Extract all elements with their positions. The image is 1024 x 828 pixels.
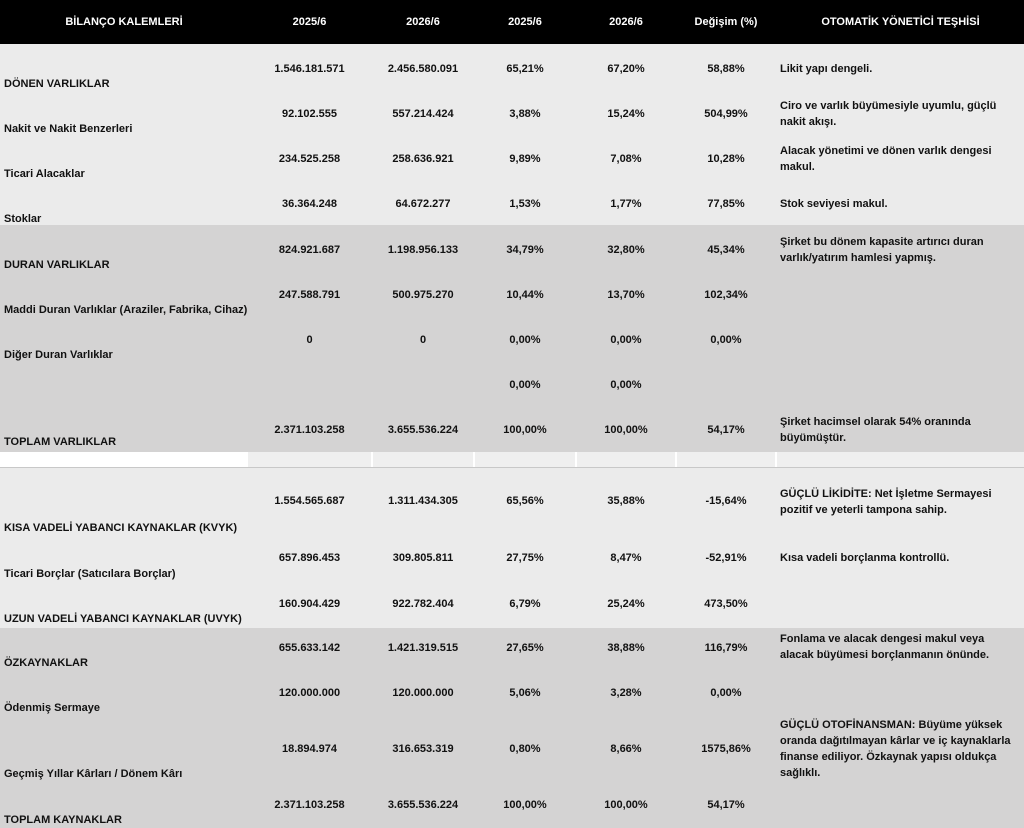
cell-diagnosis: Şirket bu dönem kapasite artırıcı duran varlık/yatırım hamlesi yapmış. <box>780 236 984 264</box>
cell-2026-share: 0,00% <box>610 334 642 346</box>
row-label: UZUN VADELİ YABANCI KAYNAKLAR (UVYK) <box>4 613 242 625</box>
cell-2025-amount: 92.102.555 <box>281 108 338 120</box>
cell-2025-amount: 0 <box>306 334 313 346</box>
cell-2025-amount: 234.525.258 <box>278 153 341 165</box>
cell-change: 54,17% <box>707 424 745 436</box>
cell-2026-share: 7,08% <box>610 153 642 165</box>
cell-2025-amount: 160.904.429 <box>278 598 341 610</box>
row-label: Geçmiş Yıllar Kârları / Dönem Kârı <box>4 768 183 780</box>
cell-change: 504,99% <box>704 108 748 120</box>
cell-2026-amount: 64.672.277 <box>395 198 451 210</box>
cell-2026-share: 8,47% <box>610 552 642 564</box>
header-2026-share: 2026/6 <box>609 16 643 28</box>
current-assets-section <box>0 44 1024 225</box>
cell-change: 0,00% <box>710 334 742 346</box>
cell-2025-share: 65,21% <box>506 63 544 75</box>
cell-2026-amount: 1.311.434.305 <box>388 495 458 507</box>
cell-diagnosis: Fonlama ve alacak dengesi makul veya alacak büyümesi borçlanmanın önünde. <box>780 633 990 661</box>
cell-2025-amount: 1.546.181.571 <box>274 63 345 75</box>
cell-2026-share: 25,24% <box>607 598 645 610</box>
cell-2026-share: 32,80% <box>607 244 645 256</box>
cell-2025-share: 65,56% <box>506 495 544 507</box>
cell-diagnosis: Şirket hacimsel olarak 54% oranında büyümüştür. <box>780 416 971 444</box>
cell-2025-amount: 824.921.687 <box>278 244 341 256</box>
cell-2025-amount: 2.371.103.258 <box>274 799 345 811</box>
cell-change: -52,91% <box>705 552 747 564</box>
cell-change: 58,88% <box>707 63 745 75</box>
cell-2026-share: 13,70% <box>607 289 645 301</box>
cell-change: 116,79% <box>704 642 748 654</box>
cell-2026-amount: 500.975.270 <box>392 289 454 301</box>
cell-2025-amount: 657.896.453 <box>278 552 341 564</box>
cell-2025-share: 34,79% <box>506 244 544 256</box>
cell-change: -15,64% <box>705 495 747 507</box>
separator-cell <box>475 452 575 468</box>
cell-diagnosis: Kısa vadeli borçlanma kontrollü. <box>780 552 950 564</box>
cell-2026-share: 100,00% <box>604 799 648 811</box>
fixed-assets-section <box>0 225 1024 452</box>
cell-2025-share: 27,75% <box>506 552 544 564</box>
cell-2026-share: 3,28% <box>610 687 642 699</box>
row-label: Ticari Borçlar (Satıcılara Borçlar) <box>4 568 176 580</box>
cell-diagnosis: GÜÇLÜ OTOFİNANSMAN: Büyüme yüksek oranda dağıtılmayan kârlar ve iç kaynaklarla finanse ediliyor. Özkaynak yapısı oldukça sağlıklı. <box>780 719 1011 779</box>
cell-2025-share: 6,79% <box>509 598 541 610</box>
cell-2026-amount: 1.198.956.133 <box>387 244 459 256</box>
cell-2026-amount: 0 <box>419 334 427 346</box>
cell-2026-amount: 316.653.319 <box>392 743 454 755</box>
header-balance-items: BİLANÇO KALEMLERİ <box>65 16 183 28</box>
row-label: DURAN VARLIKLAR <box>4 259 110 271</box>
header-diagnosis: OTOMATİK YÖNETİCİ TEŞHİSİ <box>821 16 980 28</box>
cell-2026-amount: 120.000.000 <box>392 687 454 699</box>
cell-2026-amount: 3.655.536.224 <box>387 799 459 811</box>
cell-2025-share: 0,80% <box>509 743 541 755</box>
cell-2026-share: 100,00% <box>604 424 648 436</box>
cell-2025-share: 27,65% <box>506 642 544 654</box>
cell-2025-share: 0,00% <box>509 379 541 391</box>
row-label: Stoklar <box>4 213 42 225</box>
cell-2025-share: 3,88% <box>509 108 541 120</box>
cell-change: 10,28% <box>707 153 745 165</box>
cell-2025-share: 5,06% <box>509 687 541 699</box>
cell-2026-share: 67,20% <box>607 63 645 75</box>
cell-2026-share: 0,00% <box>610 379 642 391</box>
liabilities-section <box>0 468 1024 628</box>
row-label: DÖNEN VARLIKLAR <box>4 78 110 90</box>
cell-2026-amount: 557.214.424 <box>392 108 454 120</box>
cell-2025-share: 100,00% <box>503 799 547 811</box>
separator-cell <box>577 452 675 468</box>
cell-2026-share: 8,66% <box>610 743 642 755</box>
cell-change: 1575,86% <box>701 743 751 755</box>
separator-cell <box>248 452 371 468</box>
cell-2025-amount: 1.554.565.687 <box>274 495 345 507</box>
cell-2026-amount: 922.782.404 <box>392 598 454 610</box>
row-label: TOPLAM VARLIKLAR <box>4 436 117 448</box>
cell-2025-share: 1,53% <box>509 198 541 210</box>
row-label: KISA VADELİ YABANCI KAYNAKLAR (KVYK) <box>4 522 238 534</box>
row-label: Diğer Duran Varlıklar <box>4 349 113 361</box>
header-2025-share: 2025/6 <box>508 16 542 28</box>
cell-2025-share: 9,89% <box>509 153 541 165</box>
cell-diagnosis: GÜÇLÜ LİKİDİTE: Net İşletme Sermayesi pozitif ve yeterli tampona sahip. <box>780 488 992 516</box>
cell-diagnosis: Alacak yönetimi ve dönen varlık dengesi makul. <box>780 145 992 173</box>
header-2025-amount: 2025/6 <box>292 16 327 28</box>
equity-section <box>0 628 1024 828</box>
cell-2025-amount: 120.000.000 <box>278 687 341 699</box>
header-2026-amount: 2026/6 <box>406 16 440 28</box>
cell-diagnosis: Ciro ve varlık büyümesiyle uyumlu, güçlü nakit akışı. <box>780 100 997 128</box>
cell-2025-amount: 18.894.974 <box>281 743 338 755</box>
cell-2025-share: 100,00% <box>503 424 547 436</box>
cell-2026-amount: 3.655.536.224 <box>387 424 459 436</box>
cell-2026-share: 38,88% <box>607 642 645 654</box>
cell-change: 54,17% <box>707 799 745 811</box>
row-label: ÖZKAYNAKLAR <box>4 657 88 669</box>
cell-change: 0,00% <box>710 687 742 699</box>
cell-change: 77,85% <box>707 198 745 210</box>
cell-2025-amount: 36.364.248 <box>281 198 338 210</box>
row-label: Ödenmiş Sermaye <box>4 702 100 714</box>
cell-2025-amount: 247.588.791 <box>278 289 341 301</box>
cell-2026-amount: 309.805.811 <box>392 552 454 564</box>
cell-2026-amount: 1.421.319.515 <box>387 642 459 654</box>
row-label: Nakit ve Nakit Benzerleri <box>4 123 133 135</box>
separator-cell <box>373 452 473 468</box>
cell-2025-share: 10,44% <box>506 289 544 301</box>
cell-2026-amount: 258.636.921 <box>392 153 454 165</box>
row-label: Ticari Alacaklar <box>4 168 85 180</box>
row-label: Maddi Duran Varlıklar (Araziler, Fabrika, Cihaz) <box>4 304 248 316</box>
cell-2025-share: 0,00% <box>509 334 541 346</box>
cell-2025-amount: 655.633.142 <box>278 642 341 654</box>
separator-cell <box>677 452 775 468</box>
cell-2026-share: 35,88% <box>607 495 645 507</box>
cell-2026-share: 15,24% <box>607 108 645 120</box>
cell-diagnosis: Stok seviyesi makul. <box>780 198 888 210</box>
header-change: Değişim (%) <box>694 16 758 28</box>
separator-cell <box>777 452 1024 468</box>
table-header <box>0 0 1024 44</box>
cell-change: 473,50% <box>704 598 748 610</box>
cell-2026-amount: 2.456.580.091 <box>387 63 459 75</box>
cell-diagnosis: Likit yapı dengeli. <box>780 63 873 75</box>
cell-change: 102,34% <box>704 289 748 301</box>
cell-2026-share: 1,77% <box>610 198 642 210</box>
cell-change: 45,34% <box>707 244 745 256</box>
row-label: TOPLAM KAYNAKLAR <box>4 814 122 826</box>
cell-2025-amount: 2.371.103.258 <box>274 424 345 436</box>
